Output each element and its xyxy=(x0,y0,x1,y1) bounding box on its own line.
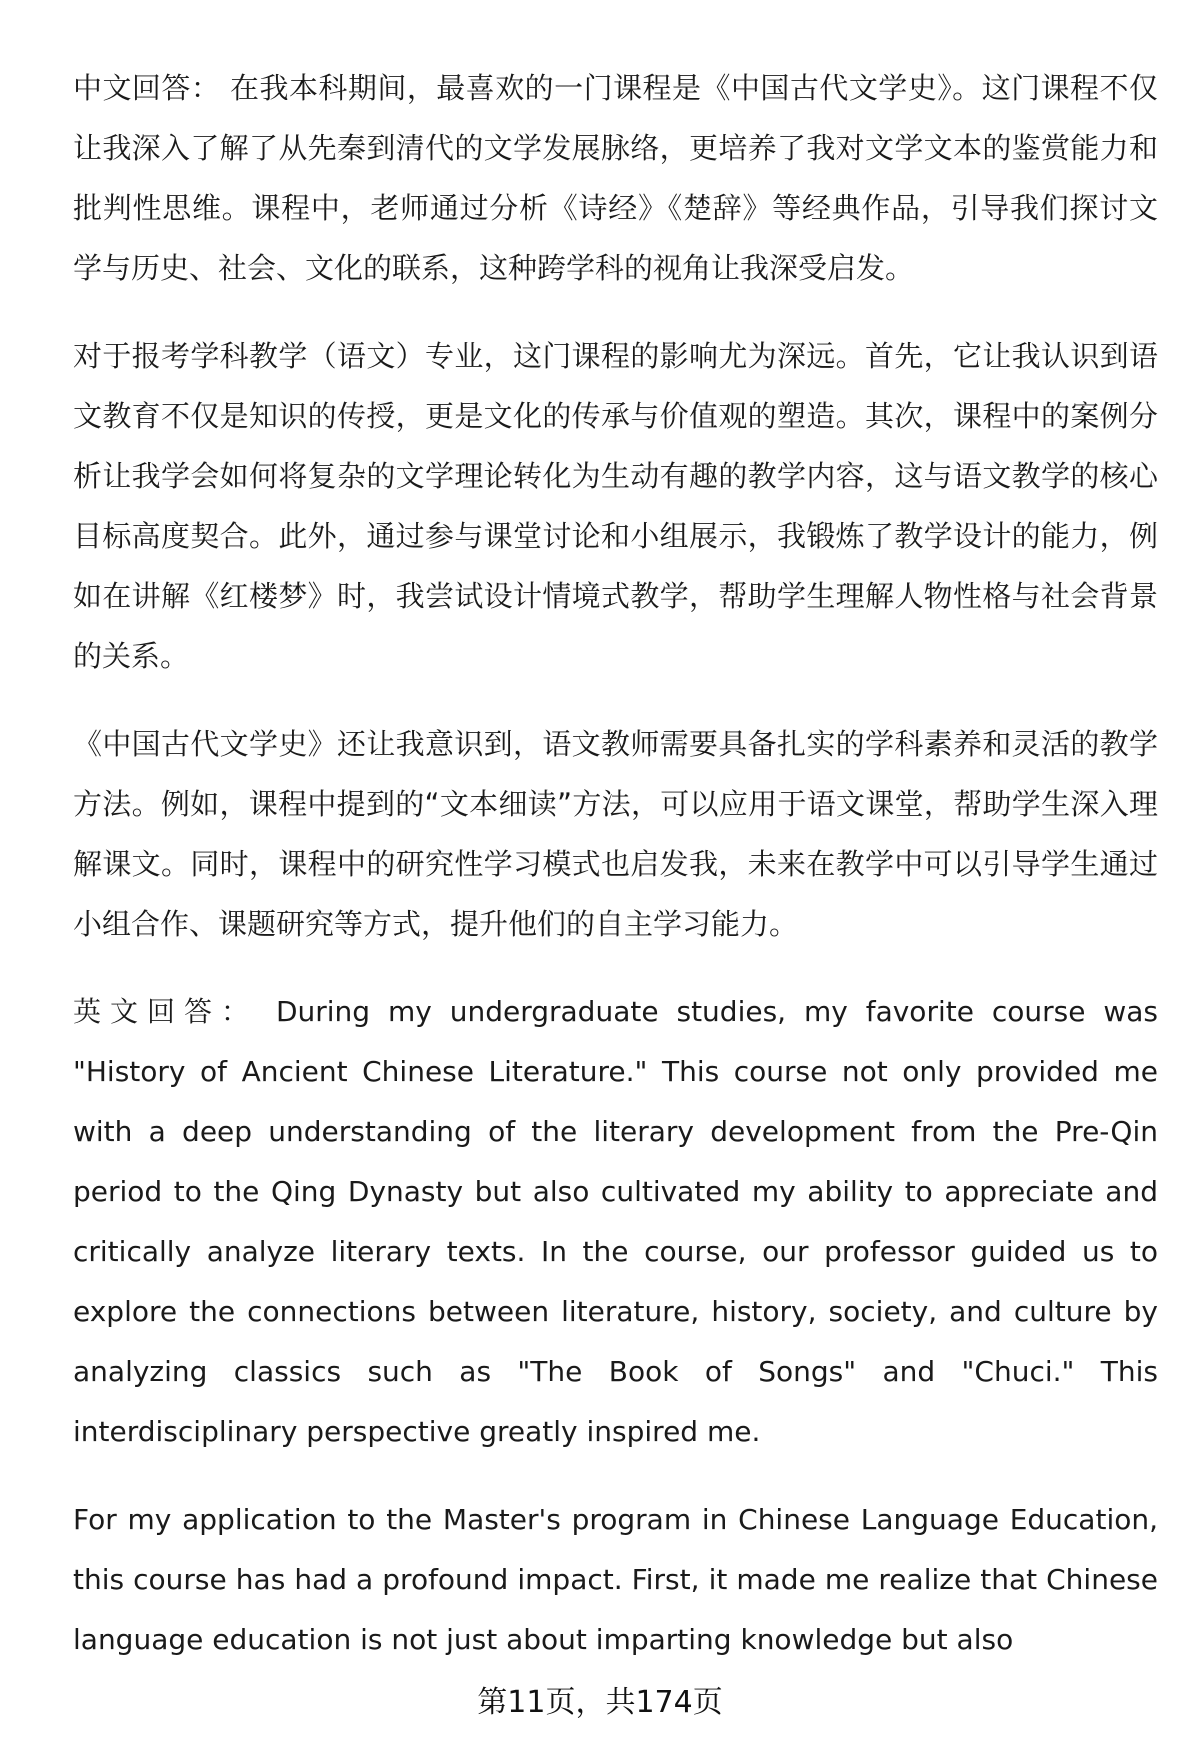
page-number-footer: 第11页，共174页 xyxy=(477,1685,723,1720)
paragraph-chinese-answer-intro: 中文回答： 在我本科期间，最喜欢的一门课程是《中国古代文学史》。这门课程不仅让我深入了解了从先秦到清代的文学发展脉络，更培养了我对文学文本的鉴赏能力和批判性思维。课程中，老师通过分析《诗经》《楚辞》等经典作品，引导我们探讨文学与历史、社会、文化的联系，这种跨学科的视角让我深受启发。 xyxy=(73,71,1158,285)
document-body xyxy=(73,58,1158,1698)
paragraph-english-answer-impact: For my application to the Master's program in Chinese Language Education, this course has had a profound impact. First, it made me realize that Chinese language education is not just about imparting knowledge but also xyxy=(73,1503,1158,1656)
paragraph-chinese-answer-impact: 对于报考学科教学（语文）专业，这门课程的影响尤为深远。首先，它让我认识到语文教育不仅是知识的传授，更是文化的传承与价值观的塑造。其次，课程中的案例分析让我学会如何将复杂的文学理论转化为生动有趣的教学内容，这与语文教学的核心目标高度契合。此外，通过参与课堂讨论和小组展示，我锻炼了教学设计的能力，例如在讲解《红楼梦》时，我尝试设计情境式教学，帮助学生理解人物性格与社会背景的关系。 xyxy=(73,339,1158,673)
paragraph-english-answer-intro: 英文回答： During my undergraduate studies, my favorite course was "History of Ancient Chinese Literature." This course not only provided me with a deep understanding of the literary development from the Pre-Qin period to the Qing Dynasty but also cultivated my ability to appreciate and critically analyze literary texts. In the course, our professor guided us to explore the connections between literature, history, society, and culture by analyzing classics such as "The Book of Songs" and "Chuci." This interdisciplinary perspective greatly inspired me. xyxy=(73,995,1158,1448)
paragraph-chinese-answer-methods: 《中国古代文学史》还让我意识到，语文教师需要具备扎实的学科素养和灵活的教学方法。例如，课程中提到的“文本细读”方法，可以应用于语文课堂，帮助学生深入理解课文。同时，课程中的研究性学习模式也启发我，未来在教学中可以引导学生通过小组合作、课题研究等方式，提升他们的自主学习能力。 xyxy=(73,727,1158,941)
